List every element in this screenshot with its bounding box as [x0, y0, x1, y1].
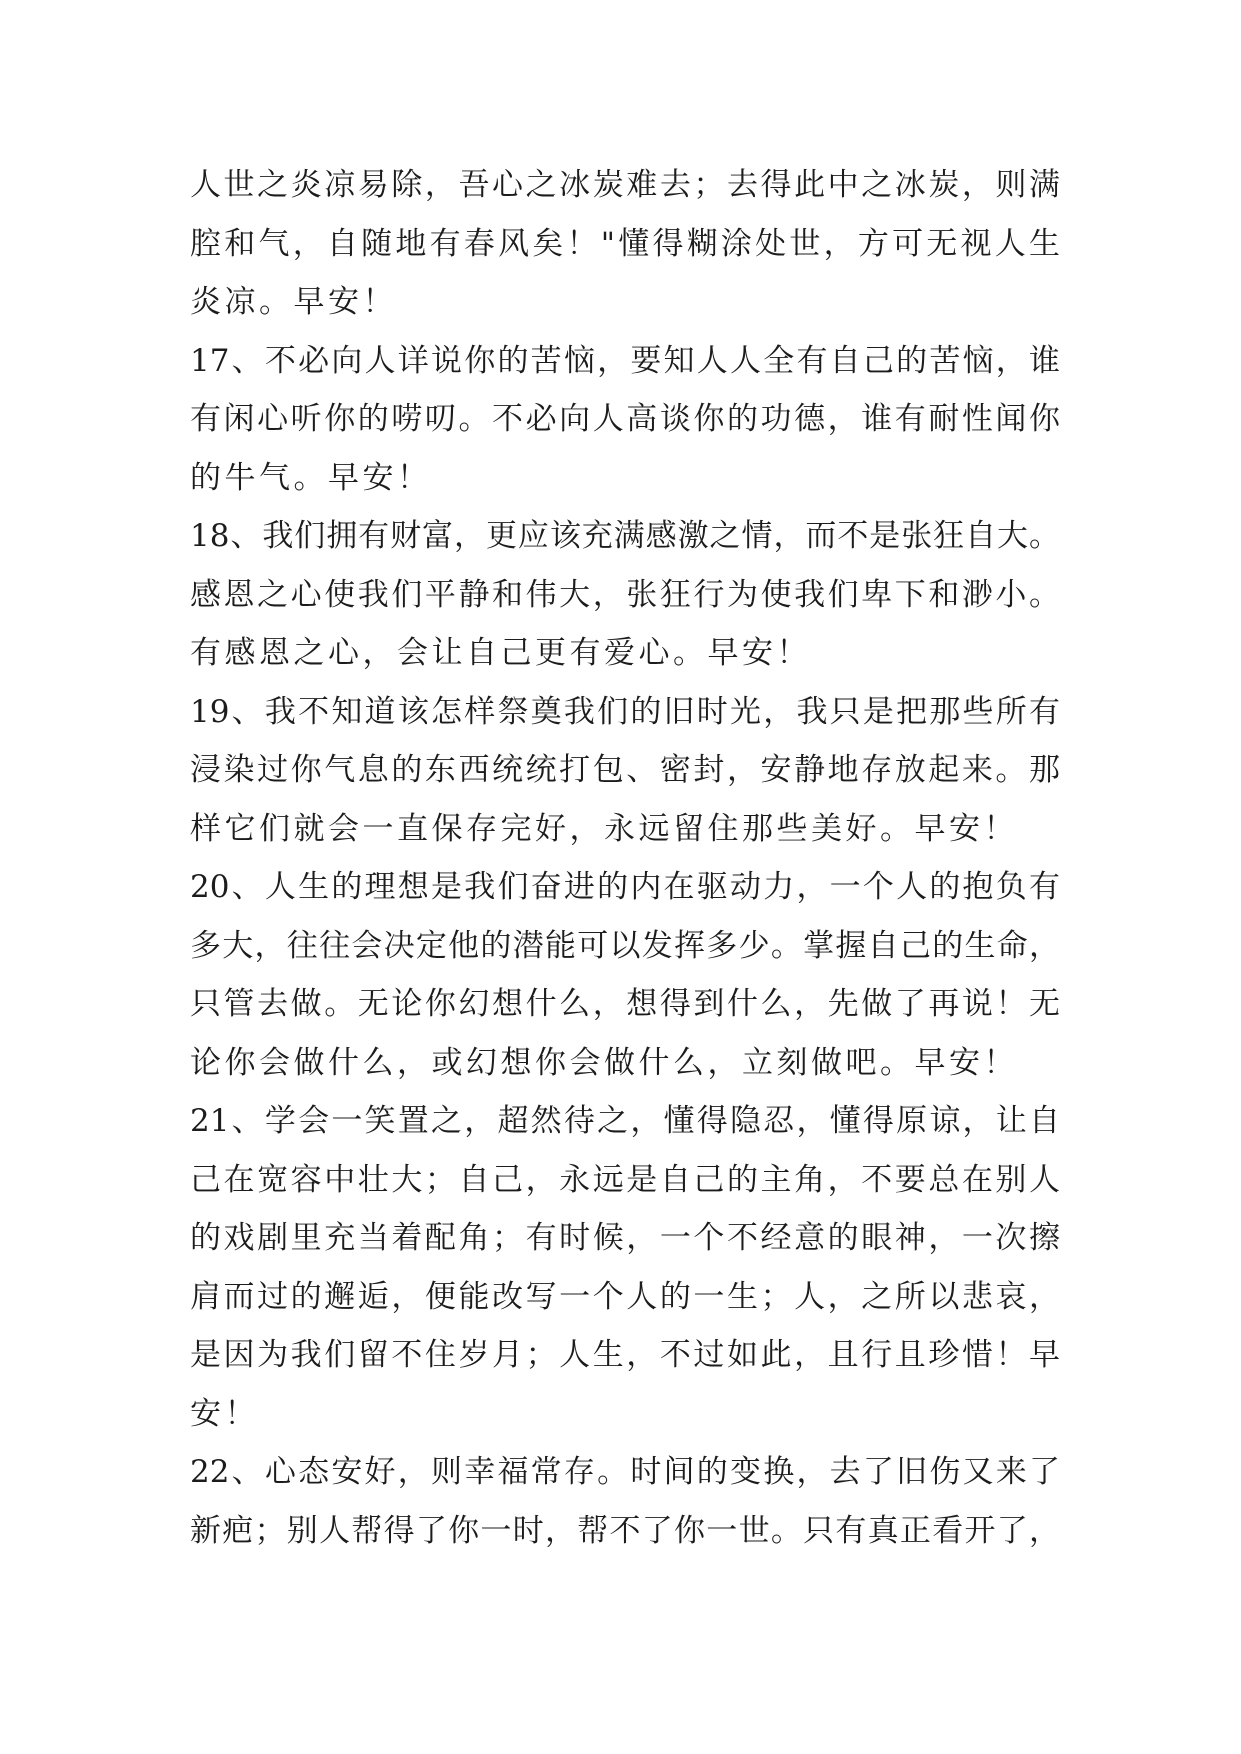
text-line-10: 19、我不知道该怎样祭奠我们的旧时光，我只是把那些所有 — [190, 693, 1060, 730]
text-line-2: 腔和气，自随地有春风矣！"懂得糊涂处世，方可无视人生 — [190, 225, 1060, 262]
text-line-4: 17、不必向人详说你的苦恼，要知人人全有自己的苦恼，谁 — [190, 342, 1060, 379]
text-line-20: 肩而过的邂逅，便能改写一个人的一生；人，之所以悲哀， — [190, 1278, 1060, 1315]
text-line-24: 新疤；别人帮得了你一时，帮不了你一世。只有真正看开了， — [190, 1512, 1060, 1549]
text-line-17: 21、学会一笑置之，超然待之，懂得隐忍，懂得原谅，让自 — [190, 1103, 1060, 1139]
text-line-11: 浸染过你气息的东西统统打包、密封，安静地存放起来。那 — [190, 752, 1060, 788]
text-line-7: 18、我们拥有财富，更应该充满感激之情，而不是张狂自大。 — [190, 518, 1060, 554]
text-line-23: 22、心态安好，则幸福常存。时间的变换，去了旧伤又来了 — [190, 1454, 1060, 1490]
text-line-8: 感恩之心使我们平静和伟大，张狂行为使我们卑下和渺小。 — [190, 576, 1060, 613]
text-line-1: 人世之炎凉易除，吾心之冰炭难去；去得此中之冰炭，则满 — [190, 167, 1060, 203]
text-line-22: 安！ — [190, 1395, 259, 1432]
text-line-18: 己在宽容中壮大；自己，永远是自己的主角，不要总在别人 — [190, 1161, 1060, 1198]
text-line-14: 多大，往往会决定他的潜能可以发挥多少。掌握自己的生命， — [190, 927, 1060, 964]
text-line-19: 的戏剧里充当着配角；有时候，一个不经意的眼神，一次擦 — [190, 1220, 1060, 1256]
text-line-16: 论你会做什么，或幻想你会做什么，立刻做吧。早安！ — [190, 1044, 1018, 1081]
text-line-21: 是因为我们留不住岁月；人生，不过如此，且行且珍惜！早 — [190, 1337, 1060, 1373]
text-line-15: 只管去做。无论你幻想什么，想得到什么，先做了再说！无 — [190, 986, 1060, 1022]
text-line-3: 炎凉。早安！ — [190, 284, 397, 320]
text-line-12: 样它们就会一直保存完好，永远留住那些美好。早安！ — [190, 810, 1018, 847]
document-body — [190, 156, 1060, 1560]
text-line-5: 有闲心听你的唠叨。不必向人高谈你的功德，谁有耐性闻你 — [190, 401, 1060, 437]
text-line-6: 的牛气。早安！ — [190, 459, 432, 496]
text-line-9: 有感恩之心，会让自己更有爱心。早安！ — [190, 635, 811, 671]
text-line-13: 20、人生的理想是我们奋进的内在驱动力，一个人的抱负有 — [190, 869, 1060, 905]
